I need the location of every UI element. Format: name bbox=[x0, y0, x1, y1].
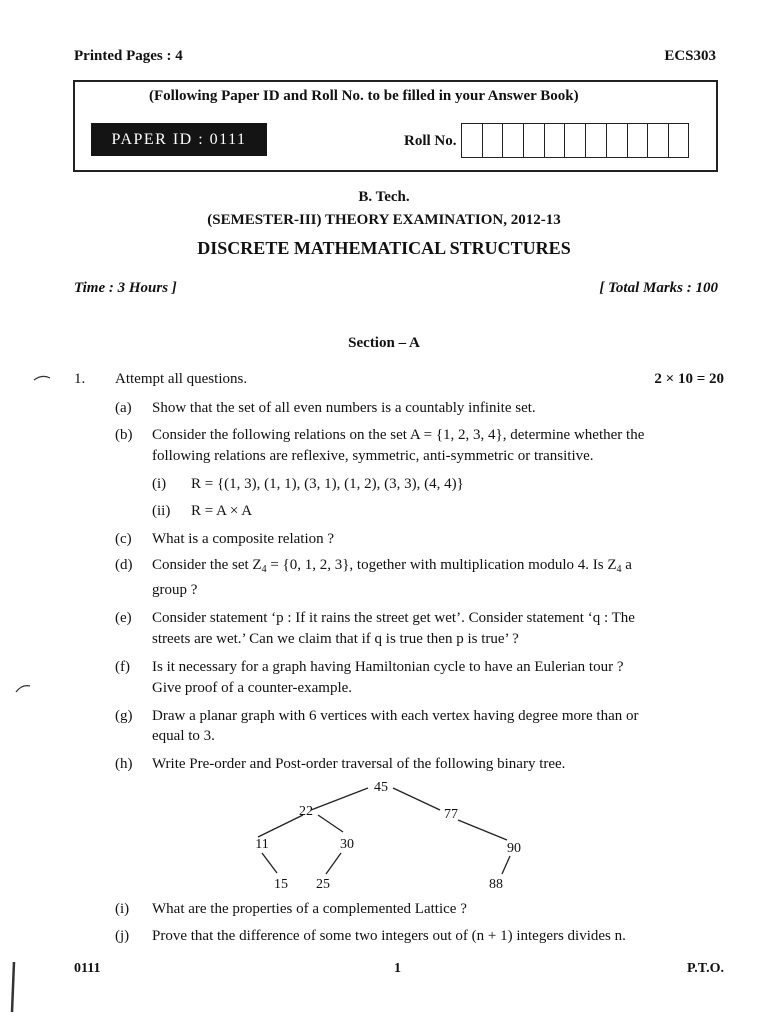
part-b-text-line2: following relations are reflexive, symmetric, anti-symmetric or transitive. bbox=[152, 448, 594, 464]
part-c-label: (c) bbox=[115, 531, 132, 547]
scan-mark-top bbox=[34, 376, 50, 380]
part-d-text-line2: group ? bbox=[152, 582, 198, 598]
scan-mark-middle bbox=[16, 686, 30, 692]
exam-time: Time : 3 Hours ] bbox=[74, 280, 177, 296]
course-code: ECS303 bbox=[664, 48, 716, 64]
part-e-text-line1: Consider statement ‘p : If it rains the street get wet’. Consider statement ‘q : The bbox=[152, 610, 635, 626]
part-h-text: Write Pre-order and Post-order traversal of the following binary tree. bbox=[152, 756, 566, 772]
tree-node-25: 25 bbox=[316, 877, 330, 892]
part-b-sub-ii-label: (ii) bbox=[152, 503, 171, 519]
part-d-post: a bbox=[621, 557, 632, 573]
exam-title: (SEMESTER-III) THEORY EXAMINATION, 2012-13 bbox=[207, 212, 561, 228]
part-g-text-line2: equal to 3. bbox=[152, 728, 215, 744]
part-f-text-line2: Give proof of a counter-example. bbox=[152, 680, 353, 696]
tree-node-30: 30 bbox=[340, 837, 354, 852]
part-h-label: (h) bbox=[115, 756, 133, 772]
total-marks: [ Total Marks : 100 bbox=[599, 280, 718, 296]
part-d-mid: = {0, 1, 2, 3}, together with multiplication modulo 4. Is Z bbox=[266, 557, 617, 573]
question-number: 1. bbox=[74, 371, 86, 387]
scan-mark-bottom bbox=[12, 962, 14, 1012]
tree-node-15: 15 bbox=[274, 877, 288, 892]
part-d-subscript-2: 4 bbox=[616, 564, 622, 575]
part-g-text-line1: Draw a planar graph with 6 vertices with each vertex having degree more than or bbox=[152, 708, 639, 724]
question-marks: 2 × 10 = 20 bbox=[654, 371, 724, 387]
part-i-text: What are the properties of a complemented Lattice ? bbox=[152, 901, 467, 917]
part-e-text-line2: streets are wet.’ Can we claim that if q is true then p is true’ ? bbox=[152, 631, 519, 647]
tree-node-45: 45 bbox=[374, 780, 388, 795]
section-heading: Section – A bbox=[348, 335, 420, 351]
roll-label: Roll No. bbox=[404, 133, 457, 149]
part-b-text-line1: Consider the following relations on the set A = {1, 2, 3, 4}, determine whether the bbox=[152, 427, 645, 443]
part-d-pre: Consider the set Z bbox=[152, 557, 262, 573]
printed-pages: Printed Pages : 4 bbox=[74, 48, 183, 64]
tree-node-22: 22 bbox=[299, 804, 313, 819]
part-f-text-line1: Is it necessary for a graph having Hamiltonian cycle to have an Eulerian tour ? bbox=[152, 659, 624, 675]
paper-id-badge: PAPER ID : 0111 bbox=[91, 123, 267, 156]
part-b-sub-i: R = {(1, 3), (1, 1), (3, 1), (1, 2), (3, 3), (4, 4)} bbox=[191, 476, 464, 492]
question-instruction: Attempt all questions. bbox=[115, 371, 248, 387]
tree-node-77: 77 bbox=[444, 807, 458, 822]
tree-node-88: 88 bbox=[489, 877, 503, 892]
part-c-text: What is a composite relation ? bbox=[152, 531, 335, 547]
part-g-label: (g) bbox=[115, 708, 133, 724]
part-d-label: (d) bbox=[115, 557, 133, 573]
part-f-label: (f) bbox=[115, 659, 130, 675]
part-b-sub-i-label: (i) bbox=[152, 476, 167, 492]
subject-title: DISCRETE MATHEMATICAL STRUCTURES bbox=[197, 238, 571, 258]
tree-node-11: 11 bbox=[255, 837, 269, 852]
page-number: 1 bbox=[394, 961, 401, 976]
part-j-text: Prove that the difference of some two integers out of (n + 1) integers divides n. bbox=[152, 928, 626, 944]
part-a-text: Show that the set of all even numbers is a countably infinite set. bbox=[152, 400, 536, 416]
page-turn-over: P.T.O. bbox=[687, 961, 724, 976]
part-i-label: (i) bbox=[115, 901, 130, 917]
part-d-subscript: 4 bbox=[261, 564, 267, 575]
tree-node-90: 90 bbox=[507, 841, 521, 856]
part-b-sub-ii: R = A × A bbox=[191, 503, 253, 519]
part-e-label: (e) bbox=[115, 610, 132, 626]
part-a-label: (a) bbox=[115, 400, 132, 416]
degree-title: B. Tech. bbox=[358, 189, 410, 205]
part-j-label: (j) bbox=[115, 928, 130, 944]
box-instruction: (Following Paper ID and Roll No. to be filled in your Answer Book) bbox=[149, 88, 579, 104]
footer-paper-code: 0111 bbox=[74, 961, 101, 976]
part-b-label: (b) bbox=[115, 427, 133, 443]
